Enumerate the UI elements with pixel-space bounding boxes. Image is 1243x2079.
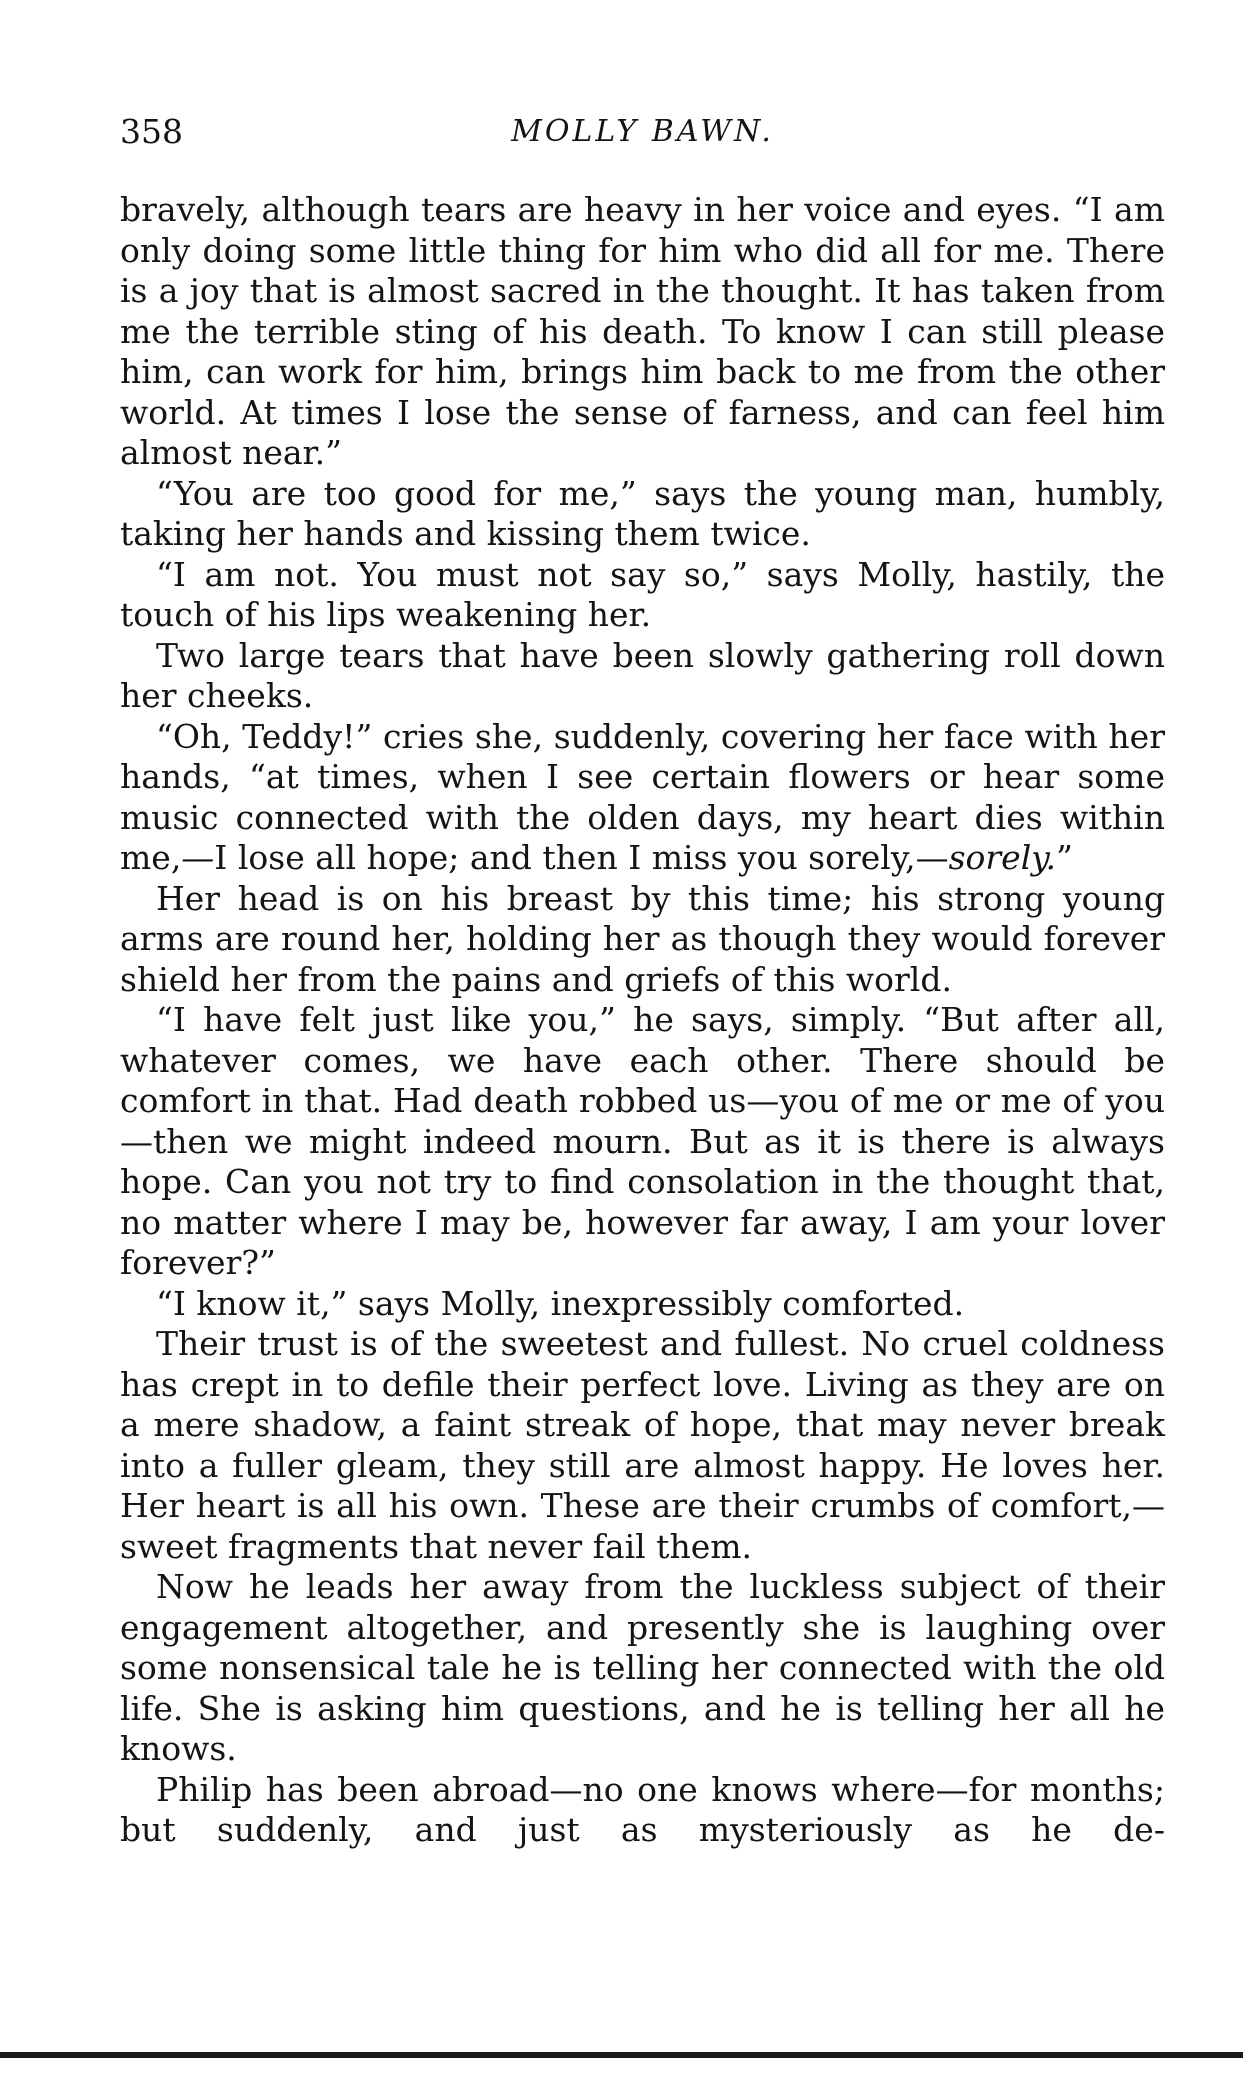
paragraph-1: bravely, although tears are heavy in her voice and eyes. “I am only doing some little thing for him who did all for me. There is a joy that is almost sacred in the thought. It has taken from me the terrible sting of his death. To know I can still please him, can work for him, brings him back to me from the other world. At times I lose the sense of farness, and can feel him almost near.”: [120, 190, 1165, 472]
bottom-rule: [0, 2052, 1243, 2058]
paragraph-8: “I know it,” says Molly, inexpressibly comforted.: [156, 1283, 965, 1323]
paragraph-5-italic: sorely.: [948, 838, 1057, 877]
paragraph-9: Their trust is of the sweetest and fullest. No cruel coldness has crept in to defile their perfect love. Living as they are on a mere shadow, a faint streak of hope, that may never break into a fuller gleam, they still are almost happy. He loves her. Her heart is all his own. These are their crumbs of comfort,—sweet fragments that never fail them.: [120, 1324, 1165, 1566]
body-text: [120, 190, 1165, 1851]
paragraph-7: “I have felt just like you,” he says, simply. “But after all, whatever comes, we have each other. There should be comfort in that. Had death robbed us—you of me or me of you—then we might indeed mourn. But as it is there is always hope. Can you not try to find consolation in the thought that, no matter where I may be, however far away, I am your lover forever?”: [120, 1000, 1165, 1282]
running-title: MOLLY BAWN.: [511, 114, 774, 149]
page-header: [120, 108, 1165, 156]
paragraph-5: [120, 717, 1165, 879]
paragraph-5-text: “Oh, Teddy!” cries she, suddenly, covering her face with her hands, “at times, when I see certain flowers or hear some music connected with the olden days, my heart dies within me,—I lose all hope; and then I miss you sorely,—: [120, 716, 1165, 877]
paragraph-4: Two large tears that have been slowly gathering roll down her cheeks.: [120, 635, 1165, 715]
paragraph-2: “You are too good for me,” says the young man, humbly, taking her hands and kissing them twice.: [120, 473, 1165, 553]
paragraph-6: Her head is on his breast by this time; his strong young arms are round her, holding her as though they would forever shield her from the pains and griefs of this world.: [120, 878, 1165, 999]
page-number: 358: [120, 112, 183, 151]
paragraph-11: Philip has been abroad—no one knows where—for months; but suddenly, and just as mysteriously as he de-: [120, 1769, 1165, 1849]
paragraph-10: Now he leads her away from the luckless subject of their engagement altogether, and presently she is laughing over some nonsensical tale he is telling her connected with the old life. She is asking him questions, and he is telling her all he knows.: [120, 1567, 1165, 1768]
paragraph-3: “I am not. You must not say so,” says Molly, hastily, the touch of his lips weakening her.: [120, 554, 1165, 634]
paragraph-5-close-quote: ”: [1056, 838, 1073, 877]
